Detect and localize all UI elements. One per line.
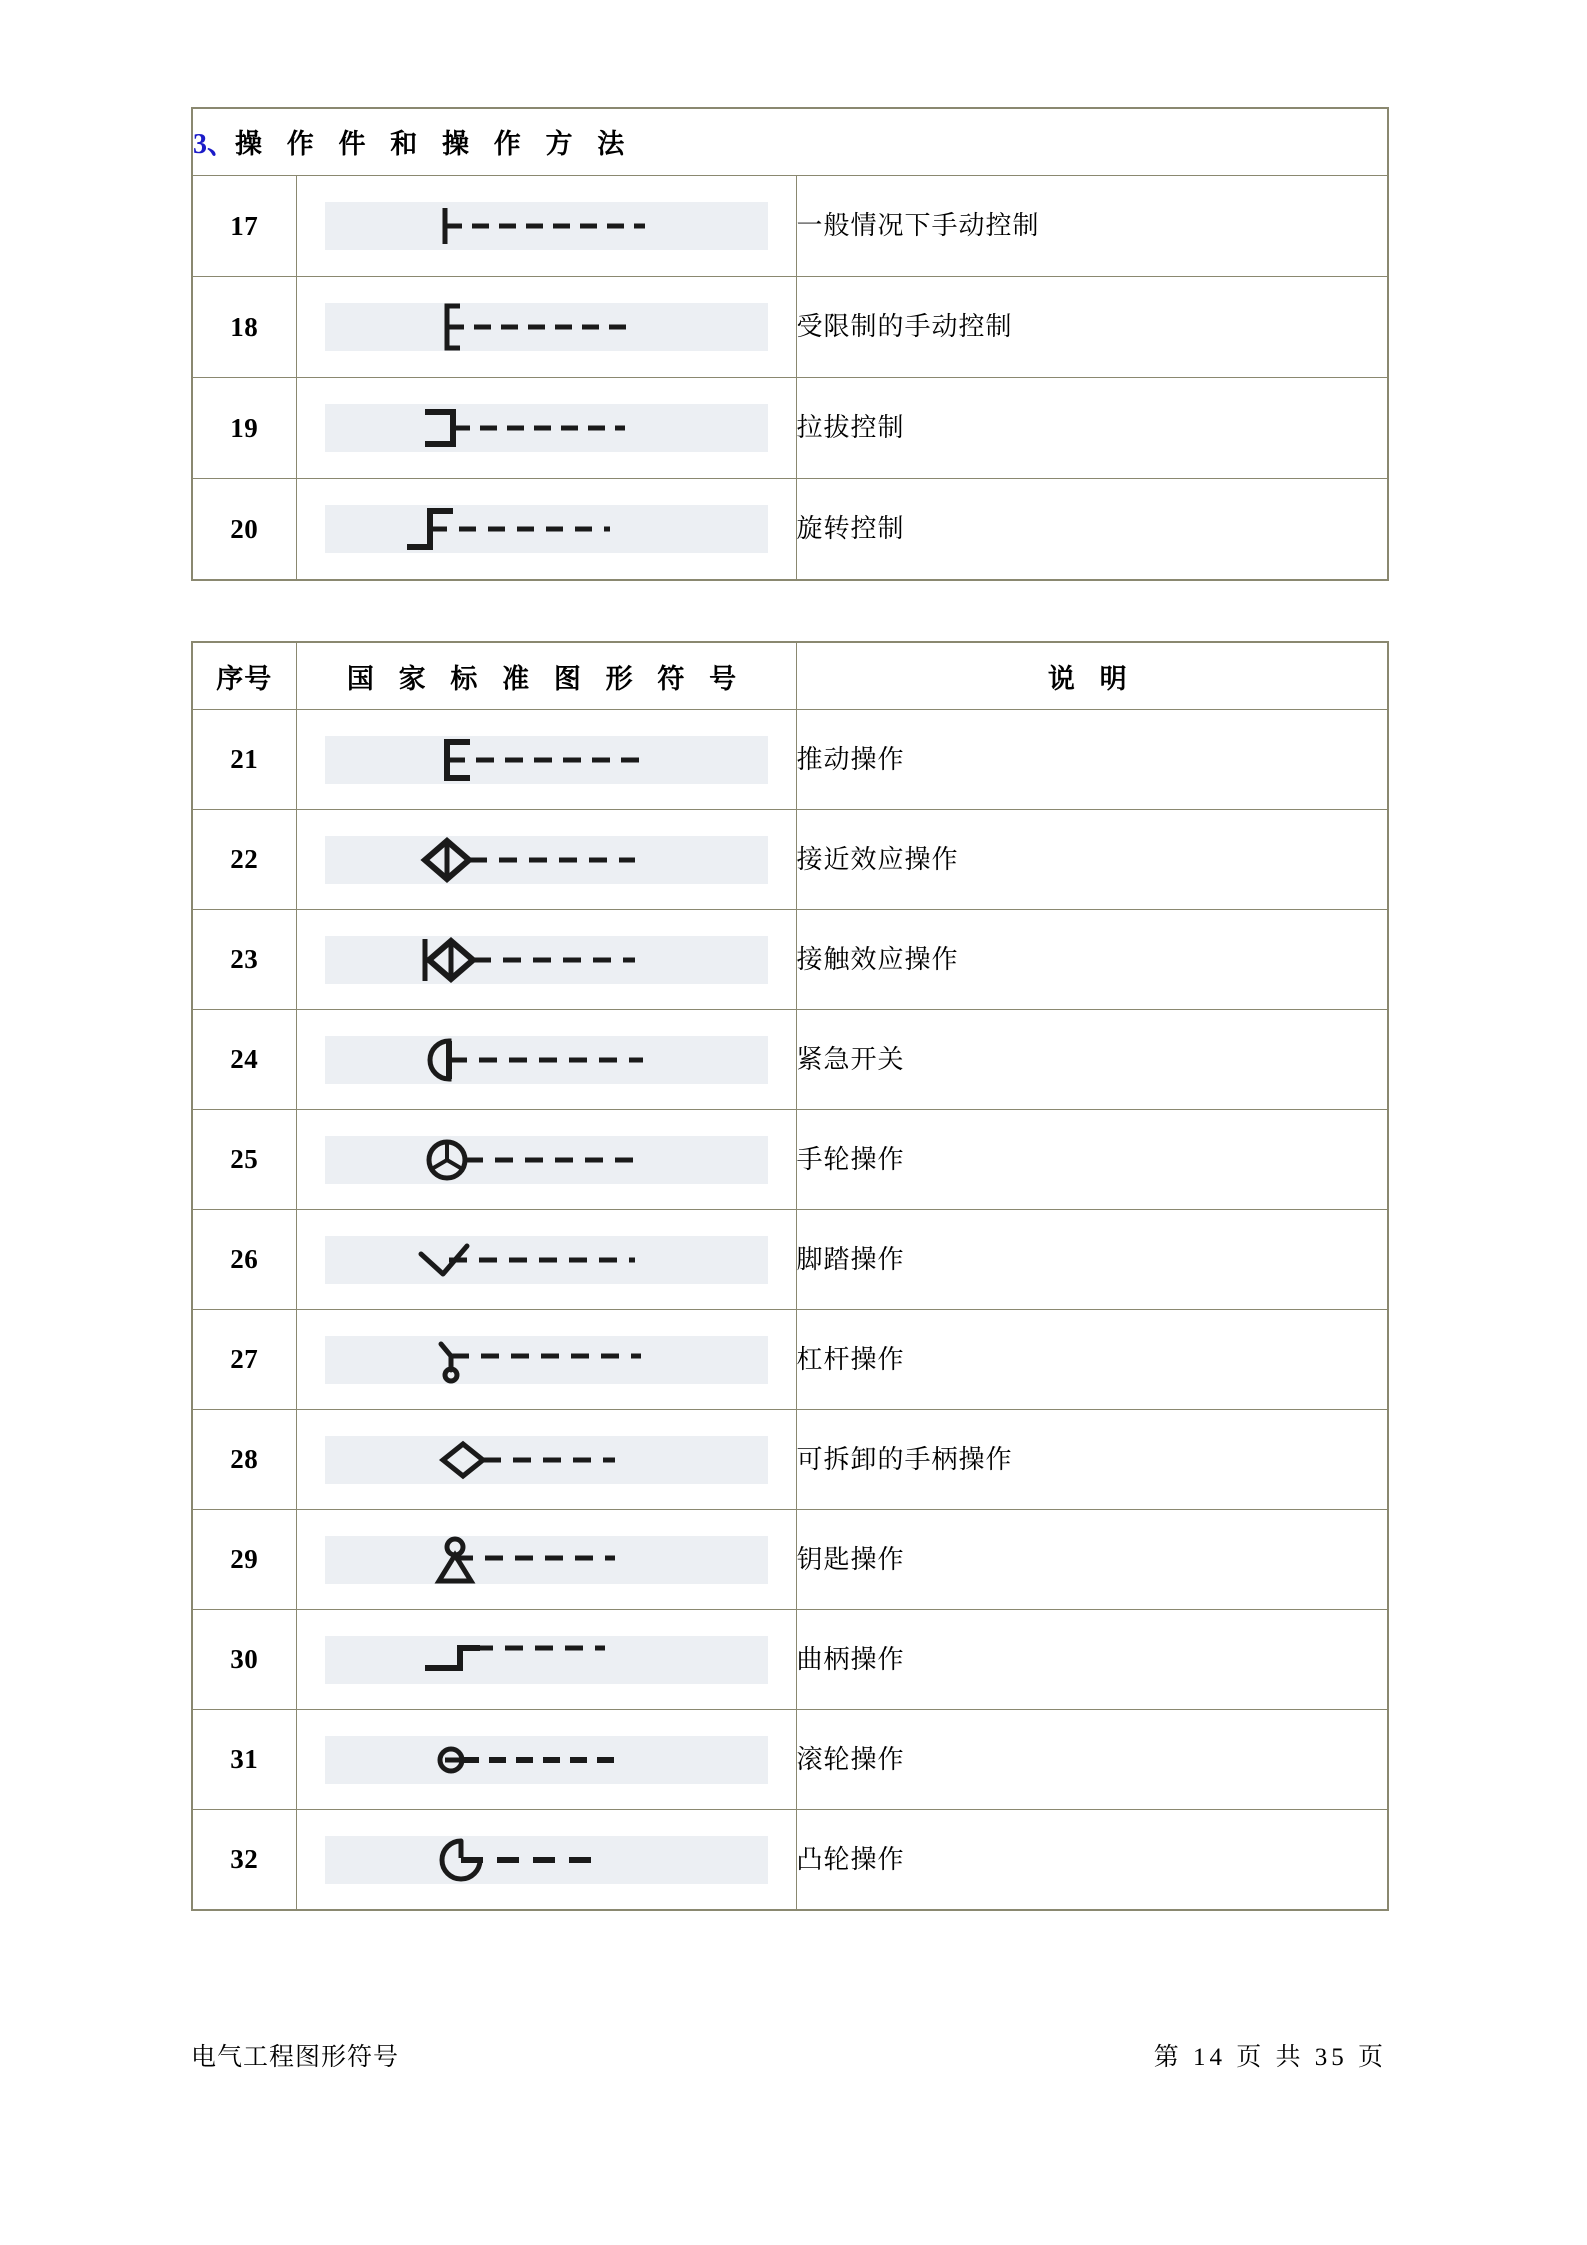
- row-description: 手轮操作: [796, 1110, 1388, 1210]
- symbol-cell: [296, 1610, 796, 1710]
- symbol-band: [325, 836, 768, 884]
- row-number: 17: [192, 176, 296, 277]
- symbol-key-shape-icon: [325, 1536, 768, 1584]
- symbol-band: [325, 936, 768, 984]
- symbol-lever-hook-circle-icon: [325, 1336, 768, 1384]
- symbol-band: [325, 1436, 768, 1484]
- table-gap: [0, 581, 1587, 641]
- symbol-band: [325, 1836, 768, 1884]
- row-description: 钥匙操作: [796, 1510, 1388, 1610]
- symbol-bar-dashed-icon: [325, 202, 768, 250]
- row-number: 22: [192, 810, 296, 910]
- table-row: [192, 1710, 1388, 1810]
- symbol-emergency-halfcircle-icon: [325, 1036, 768, 1084]
- symbol-band: [325, 1136, 768, 1184]
- symbol-foot-pedal-check-icon: [325, 1236, 768, 1284]
- row-number: 27: [192, 1310, 296, 1410]
- row-description: 滚轮操作: [796, 1710, 1388, 1810]
- symbol-band: [325, 1036, 768, 1084]
- symbol-band: [325, 1336, 768, 1384]
- operating-devices-table-part1: [191, 107, 1389, 581]
- symbol-band: [325, 404, 768, 452]
- symbol-crank-step-icon: [325, 1636, 768, 1684]
- symbol-cell: [296, 1310, 796, 1410]
- row-number: 29: [192, 1510, 296, 1610]
- symbol-band: [325, 1536, 768, 1584]
- table-header-row: [192, 642, 1388, 710]
- row-description: 紧急开关: [796, 1010, 1388, 1110]
- symbol-detachable-diamond-icon: [325, 1436, 768, 1484]
- section-title: 操 作 件 和 操 作 方 法: [235, 129, 634, 159]
- section-title-cell: [192, 108, 1388, 176]
- row-number: 23: [192, 910, 296, 1010]
- row-number: 32: [192, 1810, 296, 1911]
- footer-page-number: 第 14 页 共 35 页: [1153, 2044, 1387, 2071]
- symbol-cell: [296, 1710, 796, 1810]
- table-row: [192, 1310, 1388, 1410]
- row-description: 杠杆操作: [796, 1310, 1388, 1410]
- symbol-limited-manual-bracket-icon: [325, 303, 768, 351]
- row-description: 旋转控制: [796, 479, 1388, 581]
- symbol-band: [325, 303, 768, 351]
- table-row: [192, 910, 1388, 1010]
- table-row: [192, 378, 1388, 479]
- section-number: 3、: [193, 129, 236, 160]
- symbol-contact-diamond-bar-icon: [325, 936, 768, 984]
- row-number: 30: [192, 1610, 296, 1710]
- column-header-number: 序号: [192, 642, 296, 710]
- row-number: 18: [192, 277, 296, 378]
- symbol-cell: [296, 1510, 796, 1610]
- symbol-push-e-icon: [325, 736, 768, 784]
- table-row: [192, 1010, 1388, 1110]
- symbol-cam-pac-icon: [325, 1836, 768, 1884]
- row-description: 拉拔控制: [796, 378, 1388, 479]
- table-row: [192, 1210, 1388, 1310]
- page-footer: [191, 2037, 1387, 2073]
- row-description: 接近效应操作: [796, 810, 1388, 910]
- symbol-cell: [296, 1810, 796, 1911]
- footer-document-title: 电气工程图形符号: [191, 2044, 400, 2071]
- column-header-symbol: 国 家 标 准 图 形 符 号: [296, 642, 796, 710]
- symbol-cell: [296, 378, 796, 479]
- symbol-band: [325, 202, 768, 250]
- column-header-description: 说 明: [796, 642, 1388, 710]
- symbol-cell: [296, 1110, 796, 1210]
- table-row: [192, 1410, 1388, 1510]
- symbol-band: [325, 505, 768, 553]
- row-description: 接触效应操作: [796, 910, 1388, 1010]
- row-number: 25: [192, 1110, 296, 1210]
- table-row: [192, 710, 1388, 810]
- row-description: 曲柄操作: [796, 1610, 1388, 1710]
- row-description: 脚踏操作: [796, 1210, 1388, 1310]
- row-description: 可拆卸的手柄操作: [796, 1410, 1388, 1510]
- symbol-band: [325, 1636, 768, 1684]
- row-number: 28: [192, 1410, 296, 1510]
- table-row: [192, 1510, 1388, 1610]
- row-number: 24: [192, 1010, 296, 1110]
- symbol-band: [325, 1236, 768, 1284]
- row-number: 26: [192, 1210, 296, 1310]
- symbol-cell: [296, 277, 796, 378]
- table-row: [192, 1110, 1388, 1210]
- table-row: [192, 277, 1388, 378]
- table-row: [192, 479, 1388, 581]
- symbol-roller-circle-icon: [325, 1736, 768, 1784]
- symbol-proximity-diamond-icon: [325, 836, 768, 884]
- symbol-cell: [296, 479, 796, 581]
- symbol-cell: [296, 1210, 796, 1310]
- row-number: 21: [192, 710, 296, 810]
- operating-devices-table-part2: [191, 641, 1389, 1911]
- section-title-row: [192, 108, 1388, 176]
- table-row: [192, 176, 1388, 277]
- row-description: 推动操作: [796, 710, 1388, 810]
- row-number: 31: [192, 1710, 296, 1810]
- symbol-cell: [296, 176, 796, 277]
- symbol-cell: [296, 710, 796, 810]
- symbol-cell: [296, 1010, 796, 1110]
- table-row: [192, 1610, 1388, 1710]
- symbol-rotate-step-icon: [325, 505, 768, 553]
- symbol-band: [325, 1736, 768, 1784]
- top-margin: [0, 0, 1587, 107]
- symbol-cell: [296, 910, 796, 1010]
- symbol-pull-bracket-icon: [325, 404, 768, 452]
- symbol-cell: [296, 810, 796, 910]
- row-description: 凸轮操作: [796, 1810, 1388, 1911]
- table-row: [192, 1810, 1388, 1911]
- row-description: 受限制的手动控制: [796, 277, 1388, 378]
- row-description: 一般情况下手动控制: [796, 176, 1388, 277]
- row-number: 19: [192, 378, 296, 479]
- symbol-cell: [296, 1410, 796, 1510]
- table-row: [192, 810, 1388, 910]
- symbol-handwheel-circle-icon: [325, 1136, 768, 1184]
- row-number: 20: [192, 479, 296, 581]
- symbol-band: [325, 736, 768, 784]
